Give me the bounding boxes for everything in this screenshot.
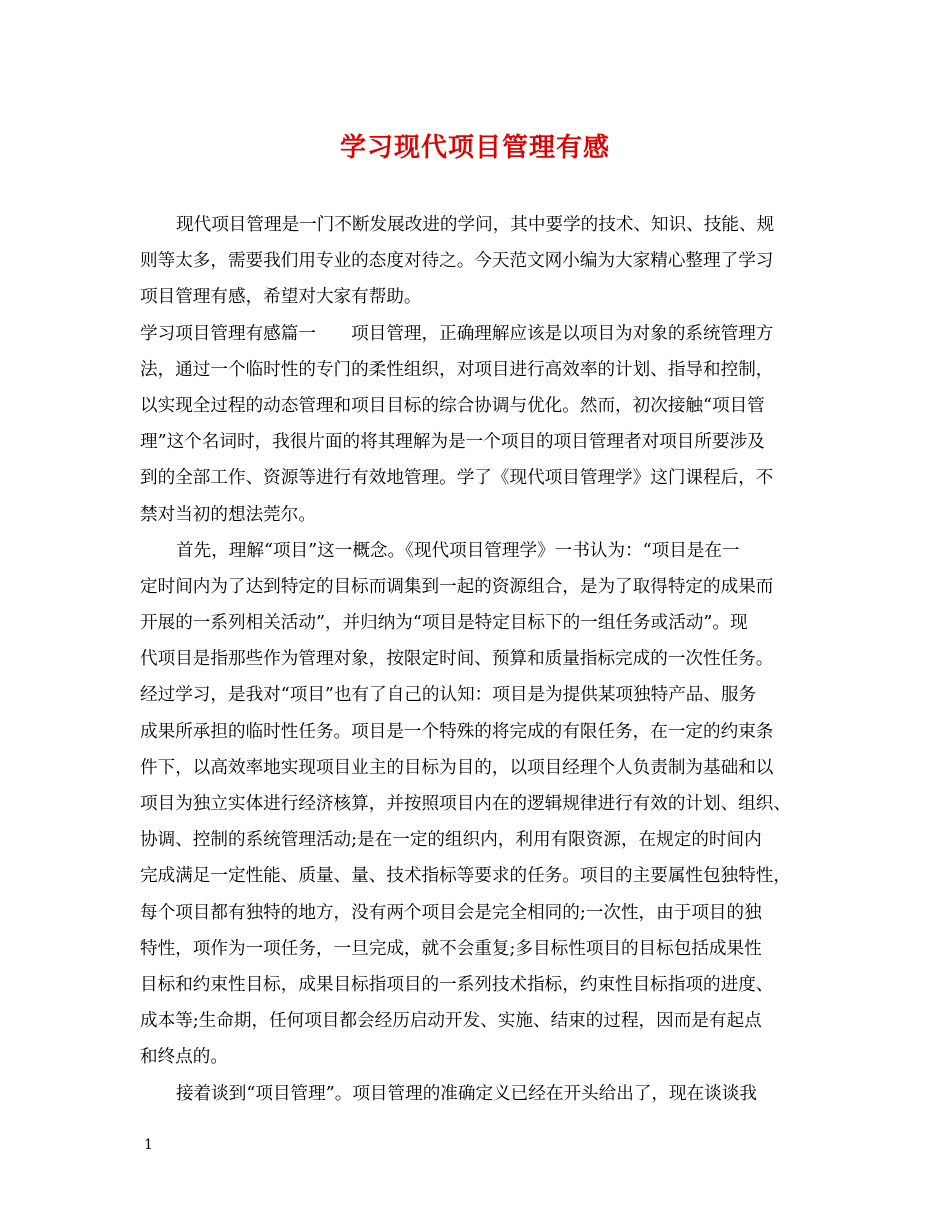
- document-body: [140, 207, 840, 1112]
- text-line: 特性，项作为一项任务，一旦完成，就不会重复;多目标性项目的目标包括成果性: [140, 938, 762, 959]
- text-line: 禁对当初的想法莞尔。: [140, 504, 316, 525]
- text-line: 理”这个名词时，我很片面的将其理解为是一个项目的项目管理者对项目所要涉及: [140, 432, 765, 453]
- text-line: 项目为独立实体进行经济核算，并按照项目内在的逻辑规律进行有效的计划、组织、: [140, 794, 791, 814]
- text-line: 代项目是指那些作为管理对象，按限定时间、预算和质量指标完成的一次性任务。: [140, 649, 774, 670]
- text-line: 到的全部工作、资源等进行有效地管理。学了《现代项目管理学》这门课程后，不: [140, 468, 774, 489]
- text-line: 件下，以高效率地实现项目业主的目标为目的，以项目经理个人负责制为基础和以: [140, 757, 774, 778]
- text-line: 则等太多，需要我们用专业的态度对待之。今天范文网小编为大家精心整理了学习: [140, 251, 774, 272]
- text-line: 项目管理有感，希望对大家有帮助。: [140, 287, 422, 308]
- text-line: 经过学习，是我对“项目”也有了自己的认知：项目是为提供某项独特产品、服务: [140, 685, 757, 706]
- text-line: 成本等;生命期，任何项目都会经历启动开发、实施、结束的过程，因而是有起点: [140, 1011, 762, 1032]
- text-line: 接着谈到“项目管理”。项目管理的准确定义已经在开头给出了，现在谈谈我: [176, 1083, 757, 1104]
- text-line: 目标和约束性目标，成果目标指项目的一系列技术指标，约束性目标指项的进度、: [140, 974, 774, 995]
- text-line: 现代项目管理是一门不断发展改进的学问，其中要学的技术、知识、技能、规: [176, 215, 775, 235]
- text-line: 每个项目都有独特的地方，没有两个项目会是完全相同的;一次性，由于项目的独: [140, 902, 762, 923]
- text-line: 以实现全过程的动态管理和项目目标的综合协调与优化。然而，初次接触“项目管: [140, 395, 765, 416]
- text-line: 开展的一系列相关活动”，并归纳为“项目是特定目标下的一组任务或活动”。现: [140, 613, 748, 634]
- text-line: 首先，理解“项目”这一概念。《现代项目管理学》一书认为：“项目是在一: [176, 540, 740, 561]
- text-line: 成果所承担的临时性任务。项目是一个特殊的将完成的有限任务，在一定的约束条: [140, 721, 774, 742]
- text-line: 定时间内为了达到特定的目标而调集到一起的资源组合，是为了取得特定的成果而: [140, 576, 774, 597]
- text-line: 协调、控制的系统管理活动;是在一定的组织内，利用有限资源，在规定的时间内: [140, 830, 762, 851]
- text-line: 学习项目管理有感篇一 项目管理，正确理解应该是以项目为对象的系统管理方: [140, 323, 774, 344]
- text-line: 法，通过一个临时性的专门的柔性组织，对项目进行高效率的计划、指导和控制，: [140, 359, 774, 380]
- text-line: 完成满足一定性能、质量、量、技术指标等要求的任务。项目的主要属性包独特性，: [140, 866, 791, 887]
- document-title: 学习现代项目管理有感: [339, 133, 610, 163]
- text-line: 和终点的。: [140, 1047, 228, 1068]
- page-number: 1: [144, 1137, 153, 1153]
